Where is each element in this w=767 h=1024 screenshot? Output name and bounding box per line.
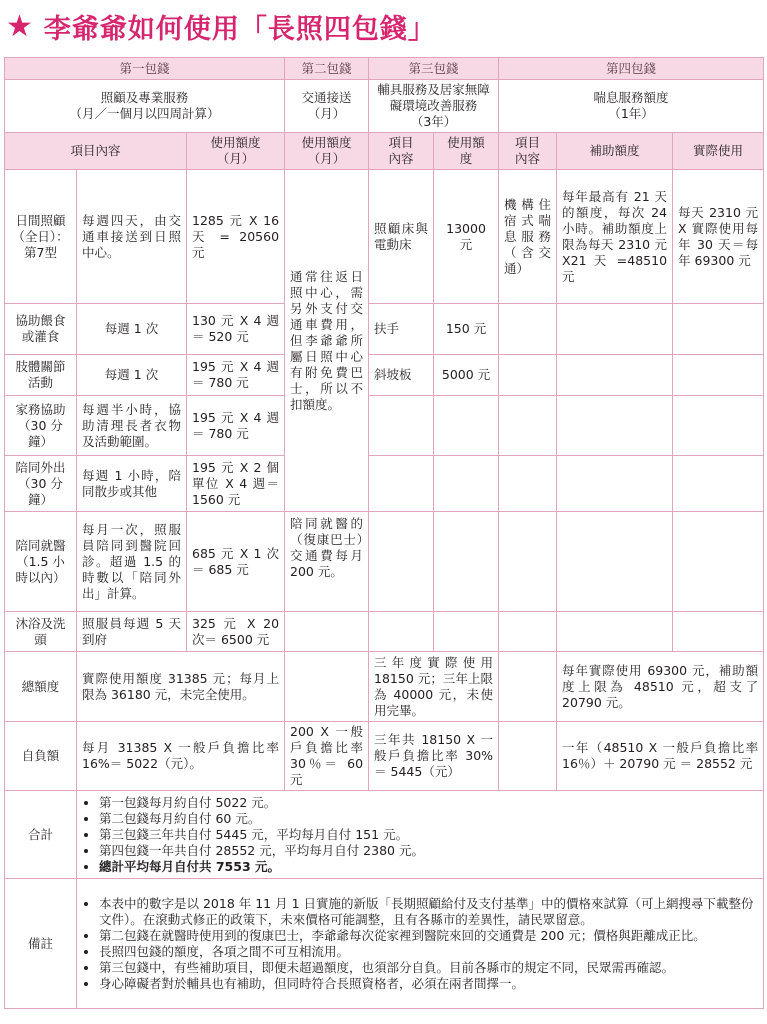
- empty-cell: [499, 722, 557, 791]
- empty-cell: [434, 456, 499, 512]
- col-actual: 實際使用: [673, 133, 764, 170]
- empty-cell: [369, 456, 434, 512]
- empty-cell: [673, 456, 764, 512]
- col-item-content: 項目內容: [5, 133, 187, 170]
- r7-name: 沐浴及洗頭: [5, 612, 77, 652]
- empty-cell: [557, 355, 673, 396]
- care-fund-table: [4, 57, 764, 1009]
- pkg3-desc: 輔具服務及居家無障礙環境改善服務 （3年）: [369, 80, 499, 133]
- page-title: [6, 4, 436, 48]
- r1-name: 日間照顧（全日）：第7型: [5, 170, 77, 304]
- empty-cell: [557, 512, 673, 612]
- empty-cell: [499, 355, 557, 396]
- col-item3: 項目 內容: [369, 133, 434, 170]
- empty-cell: [557, 396, 673, 456]
- list-item: • 長照四包錢的額度，各項之間不可互相流用。: [99, 944, 758, 960]
- empty-cell: [434, 612, 499, 652]
- empty-cell: [369, 512, 434, 612]
- col-usage-month: 使用額度 （月）: [187, 133, 285, 170]
- empty-cell: [499, 652, 557, 722]
- empty-cell: [499, 612, 557, 652]
- r7-amt: 325 元 X 20 次＝ 6500 元: [187, 612, 285, 652]
- pkg3-header: 第三包錢: [369, 58, 499, 80]
- list-item: • 身心障礙者對於輔具也有補助，但同時符合長照資格者，必須在兩者間擇一。: [99, 976, 758, 992]
- pkg2-header: 第二包錢: [285, 58, 369, 80]
- empty-cell: [673, 612, 764, 652]
- notes-label: 備註: [5, 879, 77, 1009]
- sum-list: [82, 795, 758, 875]
- page-title-text: 李爺爺如何使用「長照四包錢」: [43, 13, 436, 45]
- empty-cell: [499, 304, 557, 355]
- notes-list: [82, 896, 758, 992]
- r1-amt: 1285 元 X 16 天 = 20560 元: [187, 170, 285, 304]
- r5-name: 陪同外出（30 分鐘）: [5, 456, 77, 512]
- r3-amt: 195 元 X 4 週＝ 780 元: [187, 355, 285, 396]
- p3-r1-amt: 13000 元: [434, 170, 499, 304]
- list-item: • 第三包錢中，有些補助項目，即便未超過額度，也須部分自負。目前各縣市的規定不同，民眾需再確認。: [99, 960, 758, 976]
- empty-cell: [285, 612, 369, 652]
- empty-cell: [285, 652, 369, 722]
- list-item-total: • 總計平均每月自付共 7553 元。: [99, 859, 758, 875]
- list-item: • 第二包錢在就醫時使用到的復康巴士，李爺爺每次從家裡到醫院來回的交通費是 200 元；價格與距離成正比。: [99, 928, 758, 944]
- list-item: • 第一包錢每月約自付 5022 元。: [99, 795, 758, 811]
- empty-cell: [369, 396, 434, 456]
- r4-name: 家務協助（30 分鐘）: [5, 396, 77, 456]
- r1-desc: 每週四天，由交通車接送到日照中心。: [77, 170, 187, 304]
- r4-desc: 每週半小時，協助清理長者衣物及活動範圍。: [77, 396, 187, 456]
- pkg2-desc: 交通接送 （月）: [285, 80, 369, 133]
- r2-desc: 每週 1 次: [77, 304, 187, 355]
- p4-actual: 每天 2310 元 X 實際使用每年 30 天＝每年 69300 元: [673, 170, 764, 304]
- p3-r1-item: 照顧床與電動床: [369, 170, 434, 304]
- r7-desc: 照服員每週 5 天到府: [77, 612, 187, 652]
- p3-r3-item: 斜坡板: [369, 355, 434, 396]
- empty-cell: [673, 512, 764, 612]
- list-item: • 第三包錢三年共自付 5445 元，平均每月自付 151 元。: [99, 827, 758, 843]
- p4-item: 機構住宿式喘息服務（含交通）: [499, 170, 557, 304]
- self-p3: 三年共 18150 X 一般戶負擔比率 30%＝ 5445（元）: [369, 722, 499, 791]
- self-p2: 200 X 一般戶負擔比率 30％＝ 60 元: [285, 722, 369, 791]
- list-item: • 第二包錢每月約自付 60 元。: [99, 811, 758, 827]
- pkg2-note1: 通常往返日照中心，需另外支付交通車費用，但李爺爺所屬日照中心有附免費巴士，所以不扣額度。: [285, 170, 369, 512]
- col-subsidy: 補助額度: [557, 133, 673, 170]
- r2-name: 協助餵食或灌食: [5, 304, 77, 355]
- r3-desc: 每週 1 次: [77, 355, 187, 396]
- p3-r2-item: 扶手: [369, 304, 434, 355]
- r2-amt: 130 元 X 4 週＝ 520 元: [187, 304, 285, 355]
- empty-cell: [557, 456, 673, 512]
- r6-name: 陪同就醫（1.5 小時以內）: [5, 512, 77, 612]
- total-label: 總額度: [5, 652, 77, 722]
- total-p4: 每年實際使用 69300 元，補助額度上限為 48510 元，超支了 20790 元。: [557, 652, 764, 722]
- col-usage-month2: 使用額度 （月）: [285, 133, 369, 170]
- empty-cell: [557, 612, 673, 652]
- empty-cell: [557, 304, 673, 355]
- star-icon: ★: [6, 8, 34, 44]
- empty-cell: [499, 396, 557, 456]
- r6-amt: 685 元 X 1 次＝ 685 元: [187, 512, 285, 612]
- self-label: 自負額: [5, 722, 77, 791]
- pkg4-desc: 喘息服務額度 （1年）: [499, 80, 764, 133]
- col-usage3: 使用額 度: [434, 133, 499, 170]
- list-item: • 第四包錢一年共自付 28552 元，平均每月自付 2380 元。: [99, 843, 758, 859]
- empty-cell: [673, 355, 764, 396]
- p4-subsidy: 每年最高有 21 天的額度，每次 24 小時。補助額度上限為每天 2310 元 X21 天 =48510 元: [557, 170, 673, 304]
- sum-list-cell: [77, 791, 764, 879]
- r5-amt: 195 元 X 2 個單位 X 4 週＝ 1560 元: [187, 456, 285, 512]
- p3-r3-amt: 5000 元: [434, 355, 499, 396]
- r5-desc: 每週 1 小時，陪同散步或其他: [77, 456, 187, 512]
- notes-list-cell: [77, 879, 764, 1009]
- r6-desc: 每月一次，照服員陪同到醫院回診。超過 1.5 的時數以「陪同外出」計算。: [77, 512, 187, 612]
- pkg4-header: 第四包錢: [499, 58, 764, 80]
- empty-cell: [499, 456, 557, 512]
- self-p4: 一年（48510 X 一般戶負擔比率 16％）＋ 20790 元 ＝ 28552 元: [557, 722, 764, 791]
- empty-cell: [673, 396, 764, 456]
- empty-cell: [434, 512, 499, 612]
- pkg1-desc: 照顧及專業服務 （月／一個月以四周計算）: [5, 80, 285, 133]
- total-p3: 三年度實際使用 18150 元；三年上限為 40000 元，未使用完畢。: [369, 652, 499, 722]
- r4-amt: 195 元 X 4 週＝ 780 元: [187, 396, 285, 456]
- total-p1: 實際使用額度 31385 元；每月上限為 36180 元，未完全使用。: [77, 652, 285, 722]
- pkg1-header: 第一包錢: [5, 58, 285, 80]
- sum-label: 合計: [5, 791, 77, 879]
- empty-cell: [434, 396, 499, 456]
- p3-r2-amt: 150 元: [434, 304, 499, 355]
- pkg2-note2: 陪同就醫的（復康巴士）交通費每月 200 元。: [285, 512, 369, 612]
- r3-name: 肢體關節活動: [5, 355, 77, 396]
- empty-cell: [369, 612, 434, 652]
- col-item4: 項目 內容: [499, 133, 557, 170]
- list-item: • 本表中的數字是以 2018 年 11 月 1 日實施的新版「長期照顧給付及支付基準」中的價格來試算（可上網搜尋下載整份文件）。在滾動式修正的政策下，未來價格可能調整，且有各縣市的差異性，請民眾留意。: [99, 896, 758, 928]
- self-p1: 每月 31385 X 一般戶負擔比率 16%＝ 5022（元）。: [77, 722, 285, 791]
- empty-cell: [673, 304, 764, 355]
- empty-cell: [499, 512, 557, 612]
